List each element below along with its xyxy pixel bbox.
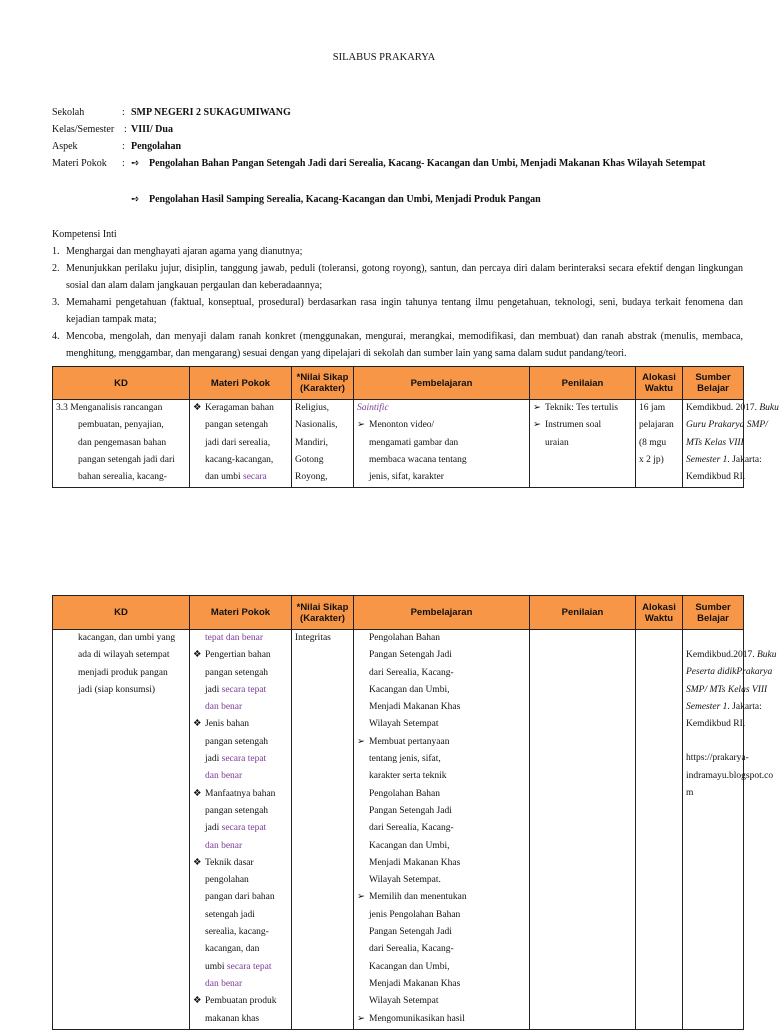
cell-pembelajaran: Pengolahan Bahan Pangan Setengah Jadi dari Serealia, Kacang- Kacangan dan Umbi, Menjadi Makanan Khas Wilayah Setempat ➢ Membuat pertanyaan tentang jenis, sifat, karakter serta teknik Pengolahan Bahan Pangan Setengah Jadi dari Serealia, Kacang- Kacangan dan Umbi, Menjadi Makanan Khas Wilayah Setempat. ➢ Memilih dan menentukan jenis Pengolahan Bahan Pangan Setengah Jadi dari Serealia, Kacang- Kacangan dan Umbi, Menjadi Makanan Khas Wilayah Setempat ➢ Mengomunikasikan hasil xyxy=(354,630,530,1030)
list-item: 4. Mencoba, mengolah, dan menyaji dalam ranah konkret (menggunakan, mengurai, merangkai, memodifikasi, dan membuat) dan ranah abstrak (menulis, membaca, menghitung, menggambar, dan mengarang) sesuai dengan yang dipelajari di sekolah dan sumber lain yang sama dalam sudut pandang/teori. xyxy=(52,331,743,359)
kompetensi-inti xyxy=(52,226,743,362)
header-materi: Materi Pokok xyxy=(190,367,292,400)
header-alokasi: Alokasi Waktu xyxy=(636,367,683,400)
cell-pembelajaran: Saintific ➢ Menonton video/ mengamati gambar dan membaca wacana tentang jenis, sifat, karakter xyxy=(354,400,530,488)
header-kd: KD xyxy=(53,367,190,400)
diamond-bullet-icon: ❖ xyxy=(193,857,202,868)
header-sumber: Sumber Belajar xyxy=(683,596,744,630)
cell-penilaian: ➢ Teknik: Tes tertulis ➢ Instrumen soal uraian xyxy=(530,400,636,488)
aspect-row: Aspek : Pengolahan xyxy=(52,138,752,155)
kompetensi-list xyxy=(52,243,743,362)
source-link[interactable]: https://prakarya- xyxy=(686,753,749,764)
cell-materi: ❖ Keragaman bahan pangan setengah jadi dari serealia, kacang-kacangan, dan umbi secara xyxy=(190,400,292,488)
cell-alokasi: 16 jam pelajaran (8 mgu x 2 jp) xyxy=(636,400,683,488)
materi-row: Materi Pokok : ➺ Pengolahan Bahan Pangan Setengah Jadi dari Serealia, Kacang- Kacangan dan Umbi, Menjadi Makanan Khas Wilayah Setempat ➺ Pengolahan Hasil Samping Serealia, Kacang-Kacangan dan Umbi, Menjadi Produk Pangan xyxy=(52,155,752,209)
cell-sumber: Kemdikbud.2017. Buku Peserta didikPrakarya SMP/ MTs Kelas VIII Semester 1. Jakarta: Kemdikbud RI. https://prakarya- indramayu.blogspot.co m xyxy=(683,630,744,1030)
school-row: Sekolah : SMP NEGERI 2 SUKAGUMIWANG xyxy=(52,104,752,121)
diamond-bullet-icon: ❖ xyxy=(193,403,202,413)
arrow-bullet-icon: ➢ xyxy=(533,403,541,413)
table-row xyxy=(53,400,744,488)
diamond-bullet-icon: ❖ xyxy=(193,996,202,1007)
aspect-value: Pengolahan xyxy=(131,141,182,152)
header-penilaian: Penilaian xyxy=(530,367,636,400)
diamond-bullet-icon: ❖ xyxy=(193,719,202,730)
cell-kd: 3.3 Menganalisis rancangan pembuatan, penyajian, dan pengemasan bahan pangan setengah jadi dari bahan serealia, kacang- xyxy=(53,400,190,488)
cell-penilaian xyxy=(530,630,636,1030)
cell-materi: tepat dan benar ❖ Pengertian bahan pangan setengah jadi secara tepat dan benar ❖ Jenis bahan pangan setengah jadi secara tepat dan benar ❖ Manfaatnya bahan pangan setengah jadi secara tepat dan benar ❖ Teknik dasar pengolahan pangan dari bahan setengah jadi serealia, kacang- kacangan, dan umbi secara tepat dan benar ❖ Pembuatan produk makanan khas xyxy=(190,630,292,1030)
diamond-bullet-icon: ❖ xyxy=(193,650,202,661)
cell-nilai: Religius, Nasionalis, Mandiri, Gotong Royong, xyxy=(292,400,354,488)
class-value: VIII/ Dua xyxy=(131,124,173,135)
header-kd: KD xyxy=(53,596,190,630)
arrow-bullet-icon: ➢ xyxy=(357,892,365,903)
list-item: 2. Menunjukkan perilaku jujur, disiplin, tanggung jawab, peduli (toleransi, gotong royong), santun, dan percaya diri dalam berinteraksi secara efektif dengan lingkungan sosial dan alam dalam jangkauan pergaulan dan keberadaannya; xyxy=(52,263,743,291)
header-sumber: Sumber Belajar xyxy=(683,367,744,400)
page-title: SILABUS PRAKARYA xyxy=(332,52,436,63)
arrow-bullet-icon: ➢ xyxy=(357,420,365,431)
cell-alokasi xyxy=(636,630,683,1030)
header-penilaian: Penilaian xyxy=(530,596,636,630)
syllabus-table-2 xyxy=(52,595,777,1030)
table-header-row xyxy=(53,596,744,630)
header-materi: Materi Pokok xyxy=(190,596,292,630)
materi-item-1: ➺ Pengolahan Bahan Pangan Setengah Jadi dari Serealia, Kacang- Kacangan dan Umbi, Menjadi Makanan Khas Wilayah Setempat xyxy=(131,155,731,172)
header-pembelajaran: Pembelajaran xyxy=(354,596,530,630)
pointer-icon: ➺ xyxy=(131,158,140,169)
class-row: Kelas/Semester : VIII/ Dua xyxy=(52,121,752,138)
arrow-bullet-icon: ➢ xyxy=(357,736,365,747)
kompetensi-heading: Kompetensi Inti xyxy=(52,229,117,240)
identity-block xyxy=(52,104,752,209)
arrow-bullet-icon: ➢ xyxy=(533,420,541,431)
syllabus-table-1 xyxy=(52,366,779,488)
header-alokasi: Alokasi Waktu xyxy=(636,596,683,630)
materi-item-2: ➺ Pengolahan Hasil Samping Serealia, Kacang-Kacangan dan Umbi, Menjadi Produk Pangan xyxy=(131,191,731,208)
diamond-bullet-icon: ❖ xyxy=(193,788,202,799)
table-row xyxy=(53,630,744,1030)
header-pembelajaran: Pembelajaran xyxy=(354,367,530,400)
table-header-row xyxy=(53,367,744,400)
source-link[interactable]: m xyxy=(686,788,694,799)
pointer-icon: ➺ xyxy=(131,194,140,205)
cell-kd: kacangan, dan umbi yang ada di wilayah setempat menjadi produk pangan jadi (siap konsumsi) xyxy=(53,630,190,1030)
header-nilai: *Nilai Sikap (Karakter) xyxy=(292,367,354,400)
arrow-bullet-icon: ➢ xyxy=(357,1013,365,1024)
school-value: SMP NEGERI 2 SUKAGUMIWANG xyxy=(131,107,291,118)
list-item: 3. Memahami pengetahuan (faktual, konseptual, prosedural) berdasarkan rasa ingin tahunya tentang ilmu pengetahuan, teknologi, seni, budaya terkait fenomena dan kejadian tampak mata; xyxy=(52,297,743,325)
header-nilai: *Nilai Sikap (Karakter) xyxy=(292,596,354,630)
cell-sumber: Kemdikbud. 2017. Buku Guru Prakarya SMP/ MTs Kelas VIII Semester 1. Jakarta: Kemdikbud RI. xyxy=(683,400,744,488)
list-item: 1. Menghargai dan menghayati ajaran agama yang dianutnya; xyxy=(52,246,303,257)
cell-nilai: Integritas xyxy=(292,630,354,1030)
source-link[interactable]: indramayu.blogspot.co xyxy=(686,770,774,781)
